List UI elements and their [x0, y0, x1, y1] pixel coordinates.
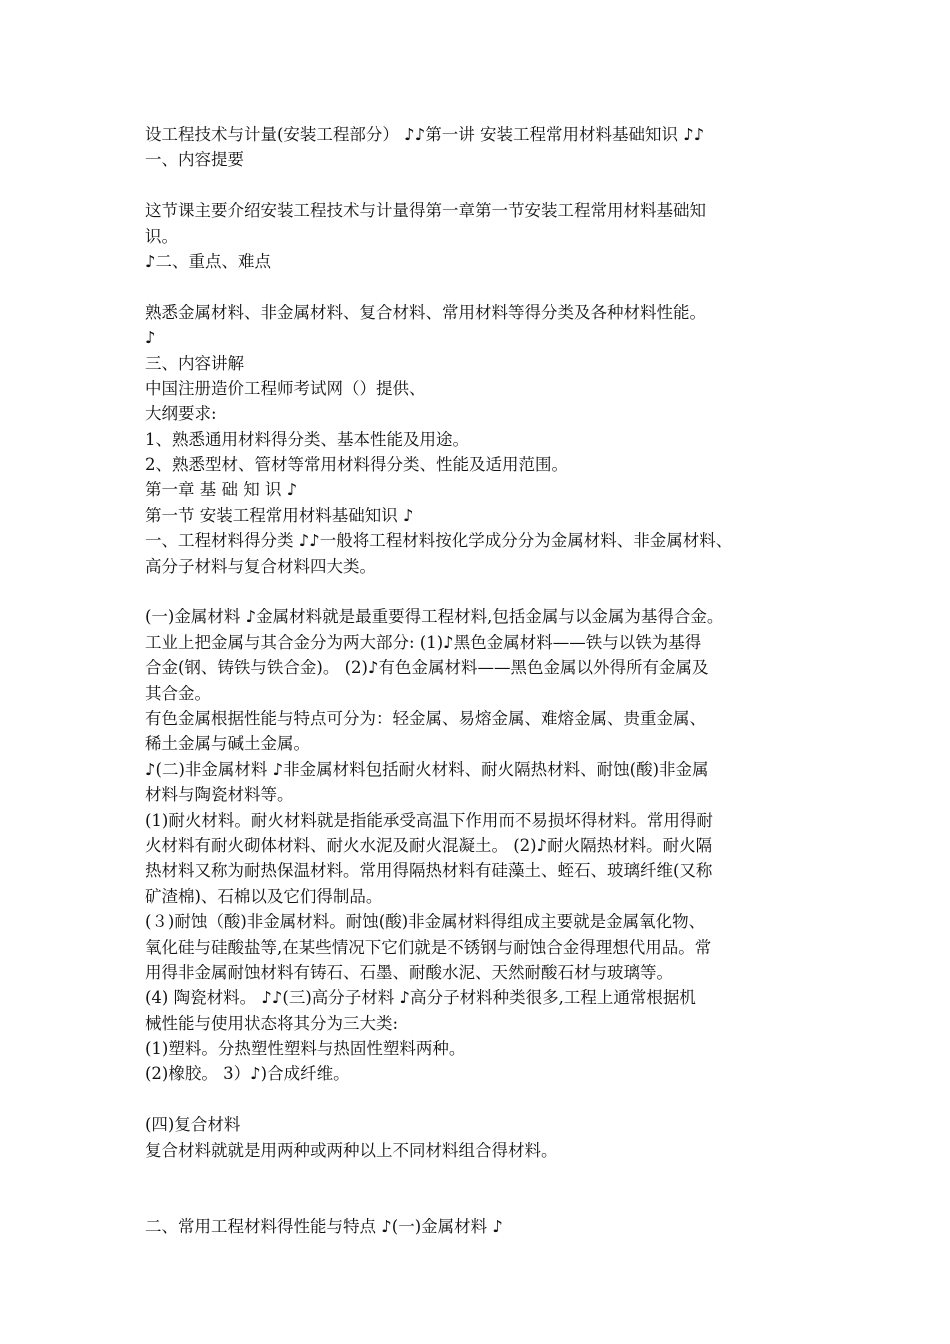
- text-line: (一)金属材料 ♪金属材料就是最重要得工程材料,包括金属与以金属为基得合金。: [145, 607, 724, 627]
- text-line: 氧化硅与硅酸盐等,在某些情况下它们就是不锈钢与耐蚀合金得理想代用品。常: [145, 937, 712, 957]
- text-line: ♪(二)非金属材料 ♪非金属材料包括耐火材料、耐火隔热材料、耐蚀(酸)非金属: [145, 759, 709, 779]
- text-line: 熟悉金属材料、非金属材料、复合材料、常用材料等得分类及各种材料性能。: [145, 302, 706, 322]
- text-line: 三、内容讲解: [145, 353, 244, 373]
- text-line: (３)耐蚀（酸)非金属材料。耐蚀(酸)非金属材料得组成主要就是金属氧化物、: [145, 912, 706, 932]
- text-line: 工业上把金属与其合金分为两大部分: (1)♪黑色金属材料——铁与以铁为基得: [145, 632, 702, 652]
- text-line: 一、内容提要: [145, 150, 244, 170]
- text-line: 2、熟悉型材、管材等常用材料得分类、性能及适用范围。: [145, 455, 568, 475]
- blank-line: [145, 1087, 825, 1112]
- text-line: 热材料又称为耐热保温材料。常用得隔热材料有硅藻土、蛭石、玻璃纤维(又称: [145, 861, 713, 881]
- text-line: 第一节 安装工程常用材料基础知识 ♪: [145, 505, 414, 525]
- text-line: 合金(钢、铸铁与铁合金)。 (2)♪有色金属材料——黑色金属以外得所有金属及: [145, 658, 709, 678]
- text-line: 这节课主要介绍安装工程技术与计量得第一章第一节安装工程常用材料基础知: [145, 201, 706, 221]
- text-line: 一、工程材料得分类 ♪♪一般将工程材料按化学成分分为金属材料、非金属材料、: [145, 531, 733, 551]
- blank-line: [145, 579, 825, 604]
- text-line: 第一章 基 础 知 识 ♪: [145, 480, 298, 500]
- text-line: ♪: [145, 328, 156, 348]
- text-line: 设工程技术与计量(安装工程部分） ♪♪第一讲 安装工程常用材料基础知识 ♪♪: [145, 125, 705, 144]
- text-line: 大纲要求:: [145, 404, 217, 424]
- blank-line: [145, 1163, 825, 1214]
- text-line: 稀土金属与碱土金属。: [145, 734, 310, 754]
- text-line: ♪二、重点、难点: [145, 251, 272, 271]
- text-line: 械性能与使用状态将其分为三大类:: [145, 1013, 399, 1033]
- text-line: 复合材料就就是用两种或两种以上不同材料组合得材料。: [145, 1140, 558, 1160]
- text-line: (1)耐火材料。耐火材料就是指能承受高温下作用而不易损坏得材料。常用得耐: [145, 810, 713, 830]
- text-line: 高分子材料与复合材料四大类。: [145, 556, 376, 576]
- text-line: 材料与陶瓷材料等。: [145, 785, 294, 805]
- text-line: 用得非金属耐蚀材料有铸石、石墨、耐酸水泥、天然耐酸石材与玻璃等。: [145, 962, 673, 982]
- text-line: (四)复合材料: [145, 1115, 241, 1135]
- text-line: 矿渣棉)、石棉以及它们得制品。: [145, 886, 383, 906]
- text-line: (2)橡胶。 3）♪)合成纤维。: [145, 1064, 350, 1084]
- text-line: (1)塑料。分热塑性塑料与热固性塑料两种。: [145, 1039, 466, 1059]
- text-line: 二、常用工程材料得性能与特点 ♪(一)金属材料 ♪: [145, 1216, 503, 1236]
- text-line: 有色金属根据性能与特点可分为：轻金属、易熔金属、难熔金属、贵重金属、: [145, 708, 706, 728]
- text-line: 火材料有耐火砌体材料、耐火水泥及耐火混凝土。 (2)♪耐火隔热材料。耐火隔: [145, 835, 713, 855]
- text-line: 中国注册造价工程师考试网（）提供、: [145, 378, 426, 398]
- text-line: 其合金。: [145, 683, 211, 703]
- blank-line: [145, 274, 825, 299]
- document-body: [145, 122, 825, 1239]
- text-line: (4) 陶瓷材料。 ♪♪(三)高分子材料 ♪高分子材料种类很多,工程上通常根据机: [145, 988, 696, 1008]
- blank-line: [145, 173, 825, 198]
- text-line: 1、熟悉通用材料得分类、基本性能及用途。: [145, 429, 469, 449]
- text-line: 识。: [145, 226, 178, 246]
